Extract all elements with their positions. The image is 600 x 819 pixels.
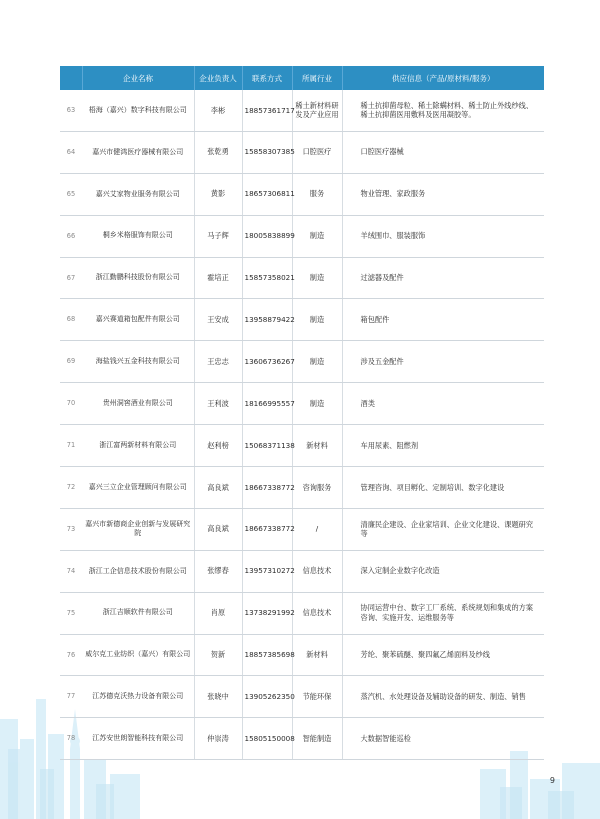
company-name: 桐乡米格服饰有限公司 xyxy=(82,215,194,257)
contact-phone: 13957310272 xyxy=(242,550,292,592)
table-row xyxy=(60,257,544,299)
person-name: 张缪春 xyxy=(194,550,242,592)
row-index: 63 xyxy=(60,90,82,131)
person-name: 张晓中 xyxy=(194,676,242,718)
table-row xyxy=(60,634,544,676)
column-header-person: 企业负责人 xyxy=(194,66,242,90)
industry: 新材料 xyxy=(292,425,342,467)
contact-phone: 13738291992 xyxy=(242,592,292,634)
industry: 节能环保 xyxy=(292,676,342,718)
supplier-table xyxy=(60,66,544,760)
supply-info: 大数据智能巡检 xyxy=(342,718,544,760)
industry: 咨询服务 xyxy=(292,467,342,509)
row-index: 69 xyxy=(60,341,82,383)
company-name: 嘉兴三立企业管理顾问有限公司 xyxy=(82,467,194,509)
supply-info: 蒸汽机、水处理设备及辅助设备的研发、制造、销售 xyxy=(342,676,544,718)
column-header-company: 企业名称 xyxy=(82,66,194,90)
contact-phone: 15857358021 xyxy=(242,257,292,299)
person-name: 霍培正 xyxy=(194,257,242,299)
person-name: 王安成 xyxy=(194,299,242,341)
contact-phone: 15805150008 xyxy=(242,718,292,760)
row-index: 77 xyxy=(60,676,82,718)
table-row xyxy=(60,131,544,173)
supplier-table-container xyxy=(60,66,544,760)
row-index: 65 xyxy=(60,173,82,215)
column-header-industry: 所属行业 xyxy=(292,66,342,90)
industry: 稀土新材料研发及产业应用 xyxy=(292,90,342,131)
table-row xyxy=(60,215,544,257)
contact-phone: 18657306811 xyxy=(242,173,292,215)
contact-phone: 18667338772 xyxy=(242,508,292,550)
table-row xyxy=(60,676,544,718)
supply-info: 清廉民企建设、企业家培训、企业文化建设、课题研究等 xyxy=(342,508,544,550)
table-row xyxy=(60,467,544,509)
company-name: 浙江富两新材料有限公司 xyxy=(82,425,194,467)
table-row xyxy=(60,592,544,634)
industry: 信息技术 xyxy=(292,550,342,592)
table-row xyxy=(60,173,544,215)
table-row xyxy=(60,299,544,341)
row-index: 76 xyxy=(60,634,82,676)
table-row xyxy=(60,550,544,592)
table-row xyxy=(60,508,544,550)
contact-phone: 15068371138 xyxy=(242,425,292,467)
person-name: 高良斌 xyxy=(194,508,242,550)
industry: 口腔医疗 xyxy=(292,131,342,173)
company-name: 嘉兴赛道箱包配件有限公司 xyxy=(82,299,194,341)
supply-info: 箱包配件 xyxy=(342,299,544,341)
industry: 制造 xyxy=(292,341,342,383)
person-name: 李彬 xyxy=(194,90,242,131)
person-name: 马子辉 xyxy=(194,215,242,257)
person-name: 高良斌 xyxy=(194,467,242,509)
supply-info: 过滤器及配件 xyxy=(342,257,544,299)
company-name: 浙江勤鹏科技股份有限公司 xyxy=(82,257,194,299)
row-index: 72 xyxy=(60,467,82,509)
supply-info: 深入定制企业数字化改造 xyxy=(342,550,544,592)
row-index: 68 xyxy=(60,299,82,341)
column-header-supply: 供应信息（产品/原材料/服务） xyxy=(342,66,544,90)
contact-phone: 18667338772 xyxy=(242,467,292,509)
contact-phone: 18166995557 xyxy=(242,383,292,425)
industry: 制造 xyxy=(292,257,342,299)
supply-info: 芳纶、聚苯硫醚、聚四氟乙烯面料及纱线 xyxy=(342,634,544,676)
row-index: 66 xyxy=(60,215,82,257)
row-index: 70 xyxy=(60,383,82,425)
row-index: 73 xyxy=(60,508,82,550)
supply-info: 管理咨询、项目孵化、定制培训、数字化建设 xyxy=(342,467,544,509)
company-name: 贵州洞窖酒业有限公司 xyxy=(82,383,194,425)
column-header-index xyxy=(60,66,82,90)
contact-phone: 18857361717 xyxy=(242,90,292,131)
industry: 智能制造 xyxy=(292,718,342,760)
page-number: 9 xyxy=(549,776,555,785)
company-name: 梧海（嘉兴）数字科技有限公司 xyxy=(82,90,194,131)
row-index: 64 xyxy=(60,131,82,173)
row-index: 71 xyxy=(60,425,82,467)
supply-info: 物业管理、家政服务 xyxy=(342,173,544,215)
supply-info: 涉及五金配件 xyxy=(342,341,544,383)
table-row xyxy=(60,90,544,131)
company-name: 嘉兴市健鸿医疗器械有限公司 xyxy=(82,131,194,173)
row-index: 74 xyxy=(60,550,82,592)
table-row xyxy=(60,341,544,383)
contact-phone: 13958879422 xyxy=(242,299,292,341)
person-name: 仲崇涛 xyxy=(194,718,242,760)
company-name: 嘉兴艾家物业服务有限公司 xyxy=(82,173,194,215)
supply-info: 车用尿素、阻燃剂 xyxy=(342,425,544,467)
table-row xyxy=(60,425,544,467)
contact-phone: 18005838899 xyxy=(242,215,292,257)
table-row xyxy=(60,718,544,760)
table-row xyxy=(60,383,544,425)
table-header-row xyxy=(60,66,544,90)
supply-info: 酒类 xyxy=(342,383,544,425)
company-name: 嘉兴市新德商企业创新与发展研究院 xyxy=(82,508,194,550)
industry: 信息技术 xyxy=(292,592,342,634)
company-name: 浙江工企信息技术股份有限公司 xyxy=(82,550,194,592)
supply-info: 口腔医疗器械 xyxy=(342,131,544,173)
industry: 新材料 xyxy=(292,634,342,676)
row-index: 67 xyxy=(60,257,82,299)
company-name: 江苏安世朗智能科技有限公司 xyxy=(82,718,194,760)
industry: 服务 xyxy=(292,173,342,215)
company-name: 浙江吉顺软件有限公司 xyxy=(82,592,194,634)
person-name: 赵利榜 xyxy=(194,425,242,467)
person-name: 肖原 xyxy=(194,592,242,634)
supply-info: 稀土抗抑菌母粒、稀土除螨材料、稀土防止外线纱线、稀土抗抑菌医用敷料及医用凝胶等。 xyxy=(342,90,544,131)
industry: 制造 xyxy=(292,299,342,341)
company-name: 海盐钱兴五金科技有限公司 xyxy=(82,341,194,383)
contact-phone: 13905262350 xyxy=(242,676,292,718)
contact-phone: 13606736267 xyxy=(242,341,292,383)
person-name: 王利波 xyxy=(194,383,242,425)
contact-phone: 15858307385 xyxy=(242,131,292,173)
column-header-contact: 联系方式 xyxy=(242,66,292,90)
company-name: 江苏德克沃热力设备有限公司 xyxy=(82,676,194,718)
contact-phone: 18857385698 xyxy=(242,634,292,676)
industry: 制造 xyxy=(292,215,342,257)
industry: / xyxy=(292,508,342,550)
row-index: 75 xyxy=(60,592,82,634)
supply-info: 协同运营中台、数字工厂系统、系统规划和集成的方案咨询、实施开发、运维服务等 xyxy=(342,592,544,634)
person-name: 贺新 xyxy=(194,634,242,676)
row-index: 78 xyxy=(60,718,82,760)
industry: 制造 xyxy=(292,383,342,425)
person-name: 王忠志 xyxy=(194,341,242,383)
company-name: 威尔克工业纺织（嘉兴）有限公司 xyxy=(82,634,194,676)
person-name: 黄影 xyxy=(194,173,242,215)
person-name: 张乾勇 xyxy=(194,131,242,173)
supply-info: 羊绒围巾、服装服饰 xyxy=(342,215,544,257)
